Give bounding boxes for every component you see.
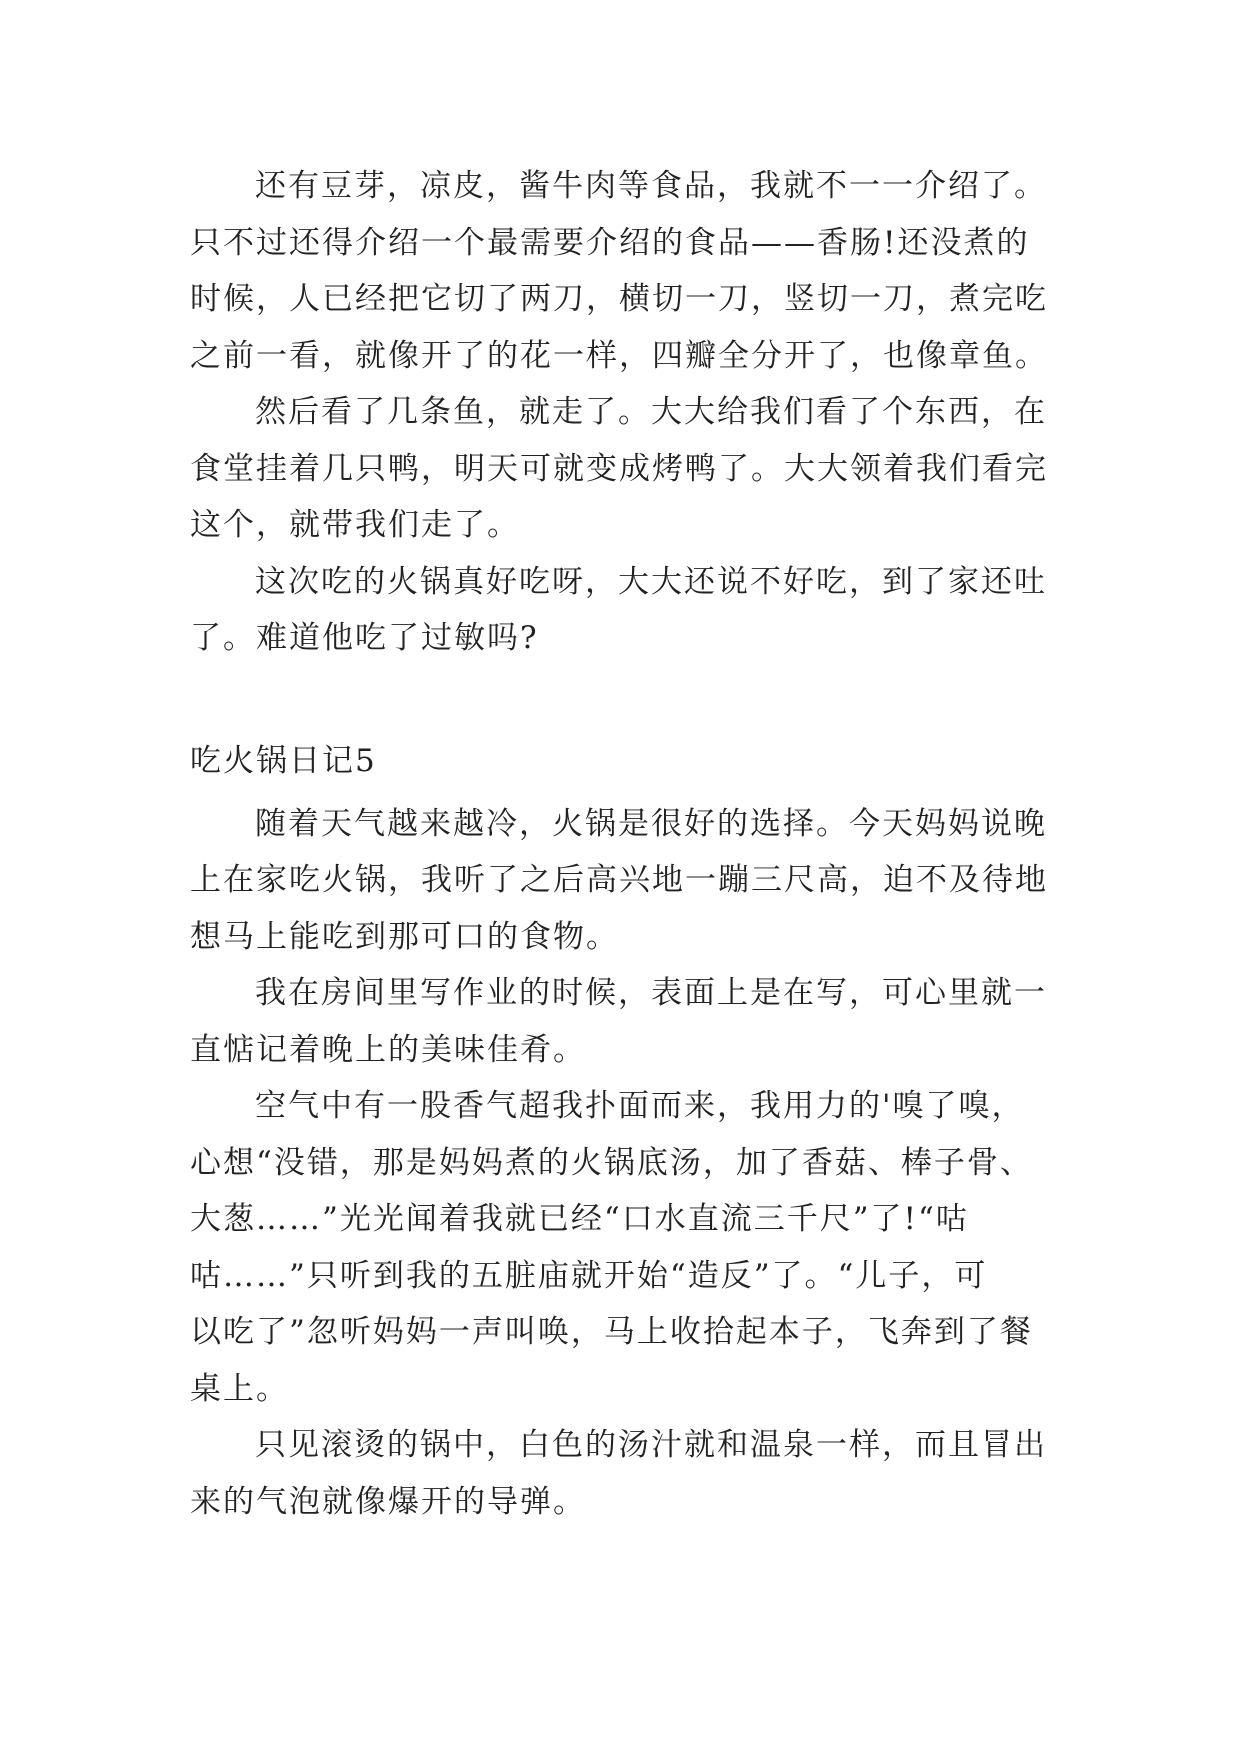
paragraph-line: 上在家吃火锅，我听了之后高兴地一蹦三尺高，迫不及待地 <box>190 862 1048 898</box>
paragraph-line: 只不过还得介绍一个最需要介绍的食品——香肠!还没煮的 <box>190 225 1030 261</box>
paragraph-line: 直惦记着晚上的美味佳肴。 <box>190 1032 586 1068</box>
section-heading: 吃火锅日记5 <box>190 743 377 779</box>
paragraph-line: 咕……”只听到我的五脏庙就开始“造反”了。“儿子，可 <box>190 1258 988 1294</box>
paragraph-line: 这次吃的火锅真好吃呀，大大还说不好吃，到了家还吐 <box>255 564 1047 600</box>
paragraph-line: 食堂挂着几只鸭，明天可就变成烤鸭了。大大领着我们看完 <box>190 451 1048 487</box>
paragraph-line: 心想“没错，那是妈妈煮的火锅底汤，加了香菇、棒子骨、 <box>190 1145 1033 1181</box>
paragraph-line: 想马上能吃到那可口的食物。 <box>190 919 619 955</box>
paragraph-line: 然后看了几条鱼，就走了。大大给我们看了个东西，在 <box>255 394 1047 430</box>
paragraph-line: 空气中有一股香气超我扑面而来，我用力的'嗅了嗅， <box>255 1088 1025 1124</box>
paragraph-line: 只见滚烫的锅中，白色的汤汁就和温泉一样，而且冒出 <box>255 1427 1047 1463</box>
paragraph-line: 之前一看，就像开了的花一样，四瓣全分开了，也像章鱼。 <box>190 338 1048 374</box>
paragraph-line: 这个，就带我们走了。 <box>190 507 520 543</box>
paragraph-line: 以吃了”忽听妈妈一声叫唤，马上收拾起本子，飞奔到了餐 <box>190 1314 1033 1350</box>
paragraph-line: 还有豆芽，凉皮，酱牛肉等食品，我就不一一介绍了。 <box>255 168 1047 204</box>
paragraph-line: 桌上。 <box>190 1371 289 1407</box>
paragraph-line: 我在房间里写作业的时候，表面上是在写，可心里就一 <box>255 975 1047 1011</box>
paragraph-line: 大葱……”光光闻着我就已经“口水直流三千尺”了!“咕 <box>190 1201 969 1237</box>
paragraph-line: 来的气泡就像爆开的导弹。 <box>190 1484 586 1520</box>
paragraph-line: 时候，人已经把它切了两刀，横切一刀，竖切一刀，煮完吃 <box>190 281 1048 317</box>
paragraph-line: 了。难道他吃了过敏吗? <box>190 620 539 656</box>
paragraph-line: 随着天气越来越冷，火锅是很好的选择。今天妈妈说晚 <box>255 806 1047 842</box>
